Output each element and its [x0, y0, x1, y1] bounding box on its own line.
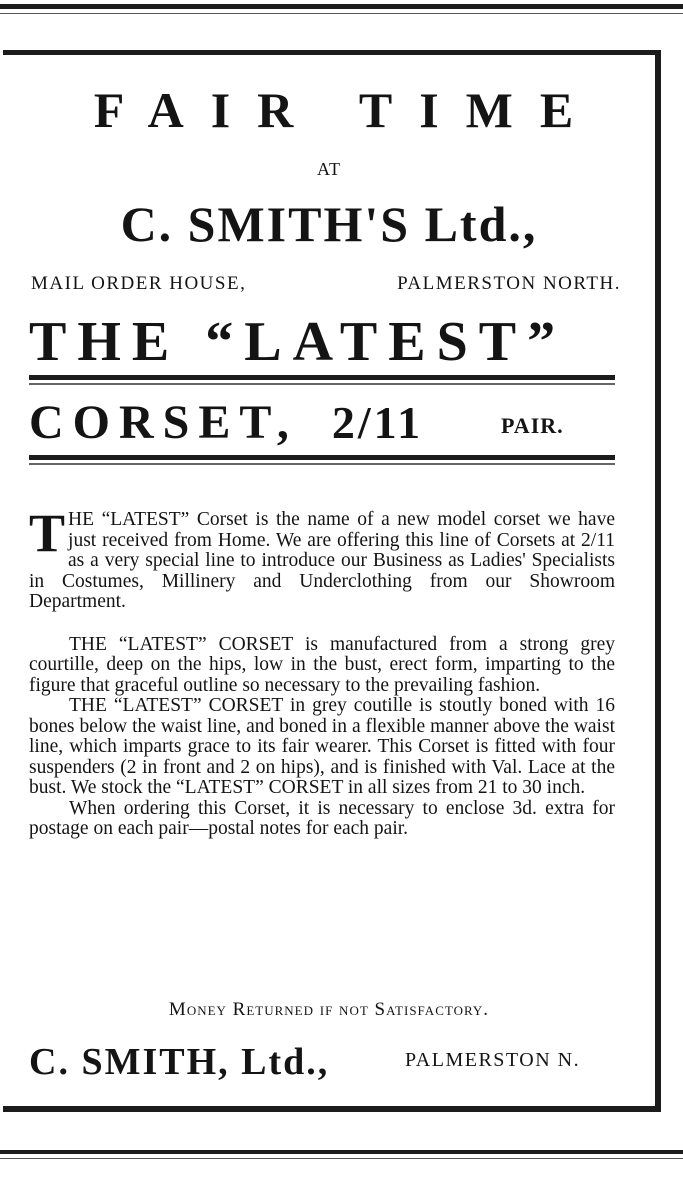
divider-rule-thin	[29, 383, 615, 385]
paragraph: THE “LATEST” CORSET is manufactured from a strong grey courtille, deep on the hips, low in the bust, erect form, imparting to the figure that graceful outline so necessary to the prevailing fashion.	[29, 633, 615, 696]
address-right: PALMERSTON NORTH.	[397, 273, 621, 294]
guarantee-line: Money Returned if not Satisfactory.	[168, 999, 490, 1020]
address-left: MAIL ORDER HOUSE,	[31, 273, 247, 294]
divider-rule-thin	[29, 463, 615, 465]
price-line	[29, 395, 423, 450]
address-line	[31, 273, 621, 295]
paragraph: THE “LATEST” Corset is the name of a new model corset we have just received from Home. We are offering this line of Corsets at 2/11 as a very special line to introduce our Business as Ladies' Specialists in Costumes, Millinery and Underclothing from our Showroom Department.	[29, 503, 615, 612]
paragraph: THE “LATEST” CORSET in grey coutille is stoutly boned with 16 bones below the waist line, and boned in a flexible manner above the waist line, which imparts grace to its fair wearer. This Corset is fitted with four suspenders (2 in front and 2 on hips), and is finished with Val. Lace at the bust. We stock the “LATEST” CORSET in all sizes from 21 to 30 inch.	[29, 695, 615, 798]
advert-body	[29, 503, 615, 840]
price: 2/11	[331, 397, 424, 448]
company-name: C. SMITH'S Ltd.,	[120, 196, 538, 252]
product-title: THE “LATEST”	[29, 311, 567, 373]
divider-rule	[29, 455, 615, 460]
bottom-rule	[0, 1150, 683, 1154]
paragraph: When ordering this Corset, it is necessary to enclose 3d. extra for postage on each pair—postal notes for each pair.	[29, 797, 615, 839]
top-rule	[0, 4, 683, 9]
divider-rule	[29, 375, 615, 380]
bottom-rule-thin	[0, 1158, 683, 1159]
at-label: AT	[317, 159, 341, 179]
price-unit: PAIR.	[501, 413, 564, 438]
advertisement-box	[3, 50, 661, 1112]
corset-word: CORSET,	[29, 396, 298, 449]
footer-company: C. SMITH, Ltd.,	[29, 1041, 330, 1083]
top-rule-thin	[0, 13, 683, 14]
headline: FAIR TIME	[93, 82, 601, 138]
footer-town: PALMERSTON N.	[405, 1049, 581, 1071]
